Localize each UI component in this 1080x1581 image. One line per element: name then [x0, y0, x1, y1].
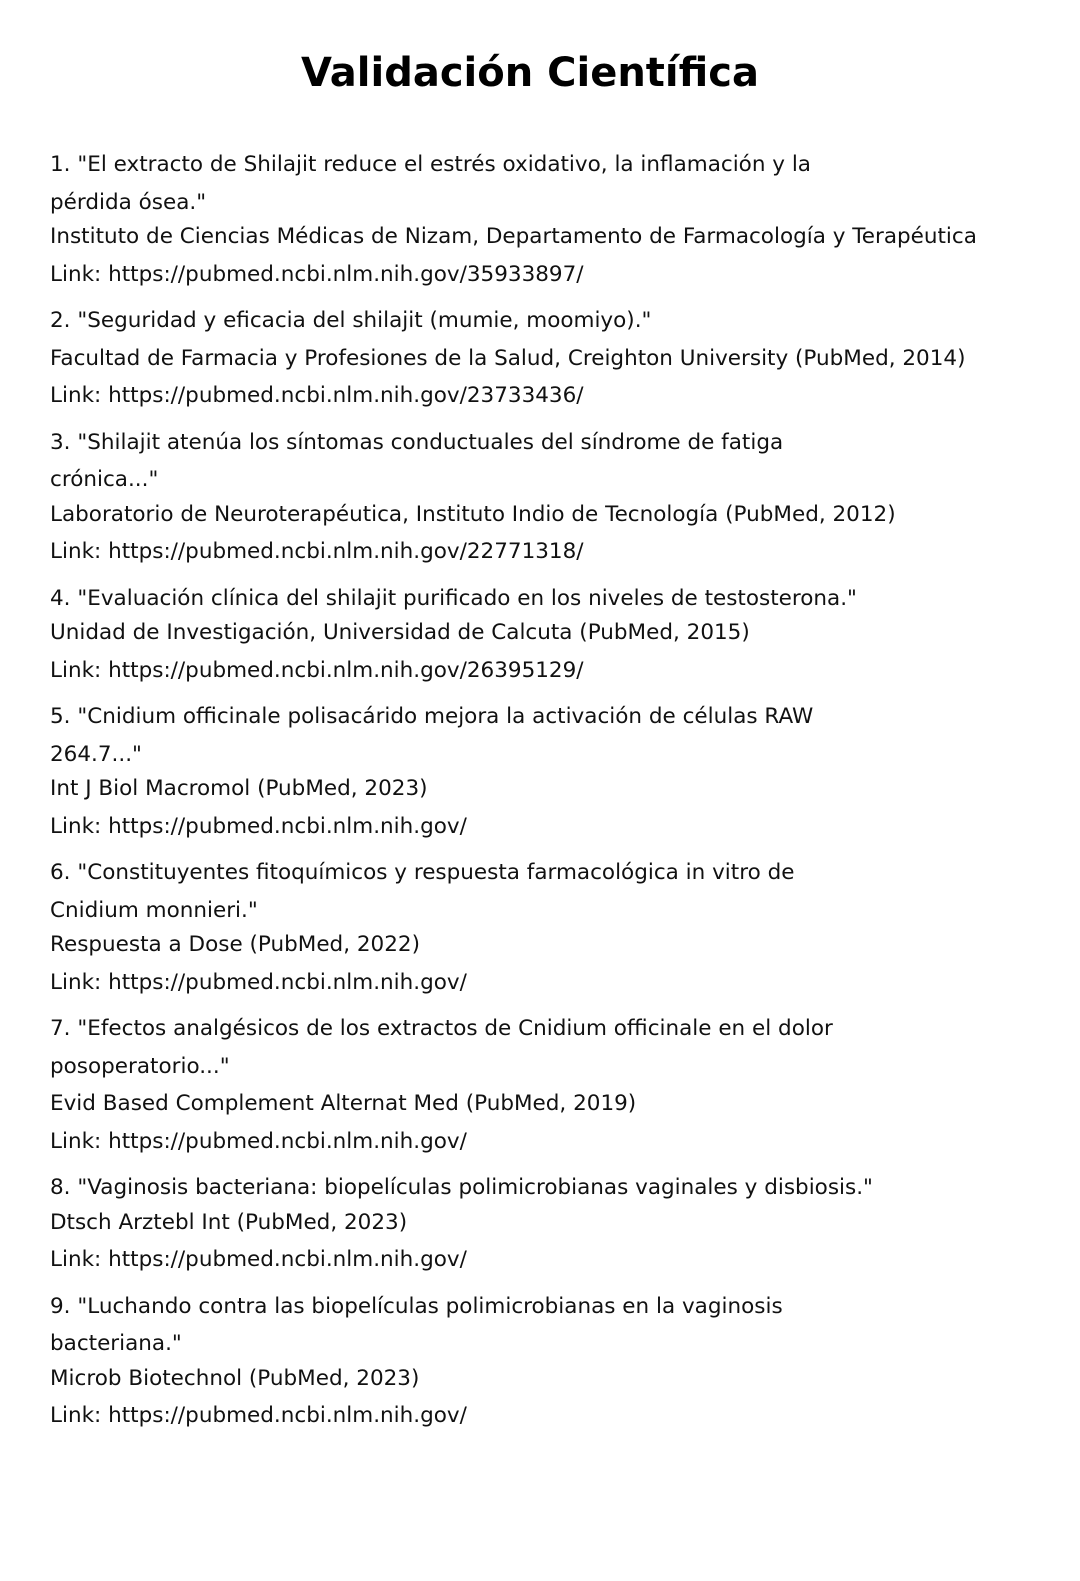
- reference-affiliation: Microb Biotechnol (PubMed, 2023): [50, 1365, 420, 1391]
- reference-link[interactable]: Link: https://pubmed.ncbi.nlm.nih.gov/22771318/: [50, 539, 584, 564]
- reference-link[interactable]: Link: https://pubmed.ncbi.nlm.nih.gov/: [50, 1403, 467, 1428]
- reference-link[interactable]: Link: https://pubmed.ncbi.nlm.nih.gov/26395129/: [50, 657, 584, 683]
- reference-quote: "Efectos analgésicos de los extractos de Cnidium officinale en el dolor posoperatorio...": [50, 1016, 833, 1079]
- reference-title: [50, 1169, 880, 1207]
- reference-item: [50, 1169, 1080, 1279]
- reference-affiliation: Evid Based Complement Alternat Med (PubMed, 2019): [50, 1091, 637, 1116]
- reference-title: [50, 146, 880, 221]
- reference-link[interactable]: Link: https://pubmed.ncbi.nlm.nih.gov/35933897/: [50, 261, 584, 287]
- reference-affiliation: Respuesta a Dose (PubMed, 2022): [50, 932, 420, 957]
- reference-affiliation: Laboratorio de Neuroterapéutica, Instituto Indio de Tecnología (PubMed, 2012): [50, 501, 896, 527]
- reference-link[interactable]: Link: https://pubmed.ncbi.nlm.nih.gov/: [50, 1128, 467, 1154]
- reference-quote: "Evaluación clínica del shilajit purificado en los niveles de testosterona.": [77, 585, 857, 611]
- reference-title: [50, 302, 880, 340]
- reference-title: [50, 1288, 880, 1363]
- reference-quote: "Seguridad y eficacia del shilajit (mumie, moomiyo).": [77, 308, 652, 333]
- reference-affiliation: Facultad de Farmacia y Profesiones de la Salud, Creighton University (PubMed, 2014): [50, 345, 966, 371]
- reference-link[interactable]: Link: https://pubmed.ncbi.nlm.nih.gov/23733436/: [50, 383, 584, 408]
- reference-item: [50, 424, 1080, 571]
- reference-item: [50, 302, 1080, 415]
- reference-number: 5.: [50, 704, 71, 729]
- reference-link[interactable]: Link: https://pubmed.ncbi.nlm.nih.gov/: [50, 969, 467, 995]
- reference-item: [50, 1010, 1080, 1160]
- reference-quote: "Vaginosis bacteriana: biopelículas polimicrobianas vaginales y disbiosis.": [77, 1175, 873, 1200]
- reference-title: [50, 424, 880, 499]
- reference-quote: "Shilajit atenúa los síntomas conductuales del síndrome de fatiga crónica...": [50, 429, 784, 492]
- reference-item: [50, 580, 1080, 690]
- reference-number: 8.: [50, 1175, 71, 1200]
- reference-number: 2.: [50, 308, 71, 333]
- reference-affiliation: Dtsch Arztebl Int (PubMed, 2023): [50, 1209, 408, 1235]
- reference-item: [50, 1288, 1080, 1435]
- page-title: Validación Científica: [301, 50, 759, 96]
- reference-item: [50, 698, 1080, 845]
- reference-item: [50, 854, 1080, 1001]
- reference-link[interactable]: Link: https://pubmed.ncbi.nlm.nih.gov/: [50, 813, 467, 839]
- reference-number: 6.: [50, 860, 71, 885]
- reference-title: [50, 580, 880, 618]
- reference-quote: "Constituyentes fitoquímicos y respuesta farmacológica in vitro de Cnidium monnieri.": [50, 860, 795, 923]
- reference-quote: "Luchando contra las biopelículas polimicrobianas en la vaginosis bacteriana.": [50, 1293, 783, 1356]
- reference-link[interactable]: Link: https://pubmed.ncbi.nlm.nih.gov/: [50, 1247, 467, 1272]
- reference-quote: "Cnidium officinale polisacárido mejora la activación de células RAW 264.7...": [50, 704, 814, 767]
- reference-affiliation: Int J Biol Macromol (PubMed, 2023): [50, 776, 428, 801]
- reference-affiliation: Unidad de Investigación, Universidad de Calcuta (PubMed, 2015): [50, 620, 750, 645]
- reference-number: 1.: [50, 152, 71, 177]
- reference-number: 3.: [50, 429, 71, 455]
- reference-quote: "El extracto de Shilajit reduce el estrés oxidativo, la inflamación y la pérdida ósea.": [50, 152, 811, 215]
- reference-title: [50, 698, 880, 773]
- reference-number: 7.: [50, 1016, 71, 1041]
- reference-title: [50, 854, 880, 929]
- reference-item: [50, 146, 1080, 293]
- reference-affiliation: Instituto de Ciencias Médicas de Nizam, Departamento de Farmacología y Terapéutica: [50, 224, 977, 249]
- reference-number: 9.: [50, 1293, 71, 1319]
- reference-title: [50, 1010, 880, 1085]
- reference-list: [50, 146, 1080, 1444]
- reference-number: 4.: [50, 585, 71, 611]
